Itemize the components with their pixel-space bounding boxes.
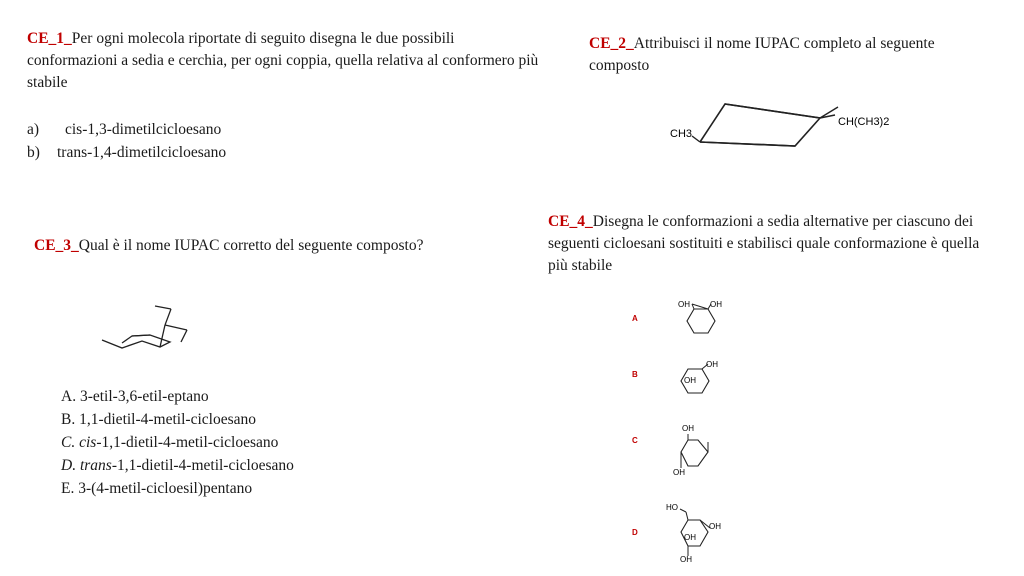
ce4-text: Disegna le conformazioni a sedia alternative per ciascuno dei seguenti cicloesani sostituiti e stabilisci quale conformazione è quella più stabile	[548, 213, 980, 274]
ce4-d-oh-1: OH	[709, 522, 721, 531]
ce3-option-a-letter: A.	[61, 388, 77, 405]
ce3-option-a[interactable]	[61, 385, 294, 408]
ce4-molecule-d	[660, 498, 730, 570]
ce3-option-c-prefix: cis	[79, 434, 97, 451]
ce3-option-b-letter: B.	[61, 411, 76, 428]
ce3-option-e-text: 3-(4-metil-cicloesil)pentano	[78, 480, 253, 497]
ce3-option-e[interactable]	[61, 477, 294, 500]
ce3-option-e-letter: E.	[61, 480, 75, 497]
ce4-d-oh-3: OH	[680, 555, 692, 564]
ce3-question	[34, 235, 454, 257]
ce1-item-a-marker: a)	[27, 121, 40, 138]
ce2-structure	[660, 95, 910, 155]
ce4-molecule-a	[672, 295, 732, 340]
ce4-a-oh-2: OH	[710, 300, 722, 309]
ce4-question	[548, 211, 988, 277]
ce1-items	[27, 118, 226, 164]
ce3-code: CE_3_	[34, 237, 79, 254]
ce1-item-a-text: cis-1,3-dimetilcicloesano	[65, 121, 222, 138]
ce3-option-d-text: -1,1-dietil-4-metil-cicloesano	[111, 457, 294, 474]
ce3-option-b-text: 1,1-dietil-4-metil-cicloesano	[79, 411, 256, 428]
ce1-item-b-marker: b)	[27, 144, 40, 161]
ce4-molecule-b	[672, 355, 732, 400]
ce3-option-d[interactable]	[61, 454, 294, 477]
ce2-code: CE_2_	[589, 35, 634, 52]
ce1-question	[27, 28, 547, 94]
ce1-code: CE_1_	[27, 30, 72, 47]
ce4-b-oh-1: OH	[706, 360, 718, 369]
ce2-text: Attribuisci il nome IUPAC completo al seguente composto	[589, 35, 935, 74]
ce4-molecule-c	[672, 420, 732, 480]
ce4-a-oh-1: OH	[678, 300, 690, 309]
ce1-text: Per ogni molecola riportate di seguito disegna le due possibili conformazioni a sedia e cerchia, per ogni coppia, quella relativa al conformero più stabile	[27, 30, 539, 91]
ce3-option-d-prefix: trans	[79, 457, 112, 474]
ce3-option-a-text: 3-etil-3,6-etil-eptano	[79, 388, 209, 405]
ce1-item-b-text: trans-1,4-dimetilcicloesano	[57, 144, 227, 161]
ce3-option-c-letter: C.	[61, 434, 76, 451]
ce4-label-d: D	[632, 528, 638, 537]
ce3-options	[61, 385, 294, 500]
ce4-label-b: B	[632, 370, 638, 379]
ce3-option-d-letter: D.	[61, 457, 77, 474]
ce2-label-ch3: CH3	[670, 128, 693, 140]
ce3-text: Qual è il nome IUPAC corretto del seguente composto?	[78, 237, 424, 254]
ce3-option-b[interactable]	[61, 408, 294, 431]
ce4-d-oh-2: OH	[684, 533, 696, 542]
ce2-question	[589, 33, 969, 77]
ce4-c-oh-2: OH	[673, 468, 685, 477]
ce3-option-c[interactable]	[61, 431, 294, 454]
ce4-b-oh-2: OH	[684, 376, 696, 385]
ce4-label-a: A	[632, 314, 638, 323]
ce3-option-c-text: -1,1-dietil-4-metil-cicloesano	[96, 434, 279, 451]
ce4-d-ho: HO	[666, 503, 678, 512]
ce4-c-oh-1: OH	[682, 424, 694, 433]
ce1-item-b	[27, 141, 226, 164]
ce2-label-isopropyl: CH(CH3)2	[838, 116, 890, 128]
ce1-item-a	[27, 118, 226, 141]
ce4-code: CE_4_	[548, 213, 593, 230]
ce3-structure	[95, 300, 205, 360]
ce4-label-c: C	[632, 436, 638, 445]
